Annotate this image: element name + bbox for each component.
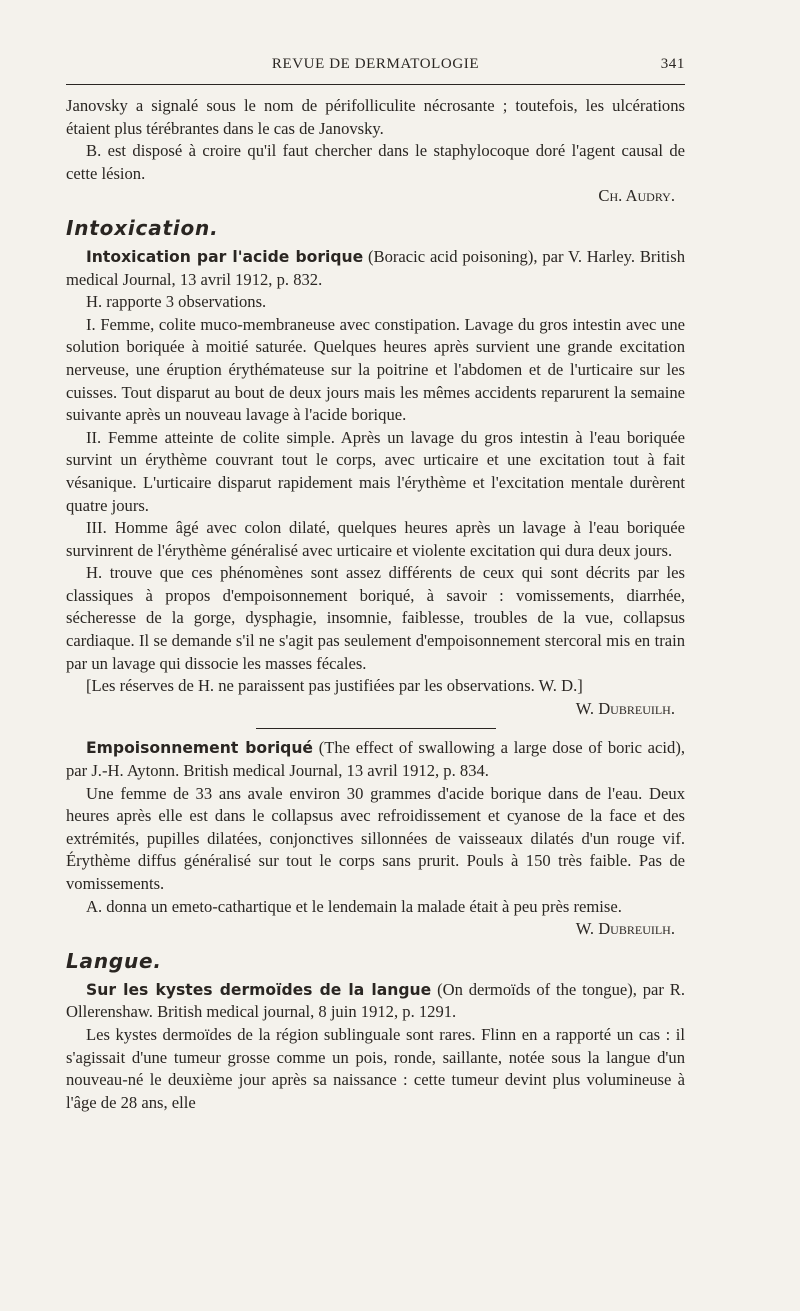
signature-line (66, 185, 685, 208)
article-paragraph: H. rapporte 3 observations. (86, 292, 267, 312)
signature: W. Dubreuilh. (575, 698, 675, 718)
article-paragraph: A. donna un emeto-cathartique et le lendemain la malade était à peu près remise. (86, 896, 622, 916)
article-paragraph: II. Femme atteinte de colite simple. Après un lavage du gros intestin à l'eau boriquée survint un érythème couvrant tout le corps, avec urticaire et une excitation tout à fait vésanique. L'urticaire disparut rapidement mais l'érythème et l'excitation mentale durèrent quatre jours. (66, 427, 685, 515)
signature-line (66, 698, 685, 721)
article-heading (66, 979, 685, 1024)
section-heading-langue: Langue. (66, 948, 162, 973)
signature-line (66, 918, 685, 941)
editor-note: [Les réserves de H. ne paraissent pas justifiées par les observations. W. D.] (86, 676, 583, 696)
page-number: 341 (660, 56, 685, 72)
intro-paragraph: Janovsky a signalé sous le nom de périfolliculite nécrosante ; toutefois, les ulcérations étaient plus térébrantes dans le cas de Janovsky. (66, 96, 685, 138)
article-title: Intoxication par l'acide borique (86, 247, 364, 266)
article-paragraph: III. Homme âgé avec colon dilaté, quelques heures après un lavage à l'eau boriquée survinrent de l'érythème généralisé avec urticaire et violente excitation qui dura deux jours. (66, 518, 685, 560)
page-body (66, 95, 685, 1114)
article-paragraph: Une femme de 33 ans avale environ 30 grammes d'acide borique dans de l'eau. Deux heures après elle est dans le collapsus avec refroidissement et cyanose de la face et des extrémités, pupilles dilatées, conjonctives sillonnées de vaisseaux dilatés d'un rouge vif. Érythème diffus généralisé sur tout le corps sans prurit. Pouls à 150 très faible. Pas de vomissements. (66, 783, 685, 893)
article-paragraph: Les kystes dermoïdes de la région sublinguale sont rares. Flinn en a rapporté un cas : il s'agissait d'une tumeur grosse comme un pois, ronde, saillante, notée sous la langue d'un nouveau-né le deuxième jour après sa naissance : cette tumeur devint plus volumineuse à l'âge de 28 ans, elle (66, 1024, 685, 1112)
running-head (66, 52, 685, 80)
article-citation: (The effect of swallowing a large dose of boric acid), par J.-H. Aytonn. British medical Journal, 13 avril 1912, p. 834. (66, 738, 685, 781)
signature: Ch. Audry. (598, 186, 675, 206)
article-citation: (On dermoïds of the tongue), par R. Ollerenshaw. British medical journal, 8 juin 1912, p. 1291. (66, 979, 685, 1022)
article-citation: (Boracic acid poisoning), par V. Harley. British medical Journal, 13 avril 1912, p. 832. (66, 246, 685, 289)
signature: W. Dubreuilh. (575, 919, 675, 939)
article-title: Sur les kystes dermoïdes de la langue (86, 980, 432, 999)
header-rule (66, 84, 685, 85)
running-title: REVUE DE DERMATOLOGIE (271, 56, 480, 72)
article-heading (66, 737, 685, 782)
article-title: Empoisonnement boriqué (86, 739, 314, 758)
article-divider (256, 728, 496, 729)
article-heading (66, 246, 685, 291)
intro-paragraph: B. est disposé à croire qu'il faut chercher dans le staphylocoque doré l'agent causal de cette lésion. (66, 141, 685, 183)
article-paragraph: I. Femme, colite muco-membraneuse avec constipation. Lavage du gros intestin avec une solution boriquée à moitié saturée. Quelques heures après survient une grande excitation nerveuse, une éruption érythémateuse sur la poitrine et l'abdomen et de l'urticaire sur les cuisses. Tout disparut au bout de deux jours mais les mêmes accidents reparurent la semaine suivante après un nouveau lavage à l'acide borique. (66, 314, 685, 425)
article-paragraph: H. trouve que ces phénomènes sont assez différents de ceux qui sont décrits par les classiques à propos d'empoisonnement boriqué, à savoir : vomissements, diarrhée, sécheresse de la gorge, dysphagie, insomnie, faiblesse, troubles de la vue, collapsus cardiaque. Il se demande s'il ne s'agit pas seulement d'empoisonnement stercoral mis en train par un lavage qui dissocie les masses fécales. (66, 563, 685, 673)
section-heading-intoxication: Intoxication. (66, 215, 219, 240)
